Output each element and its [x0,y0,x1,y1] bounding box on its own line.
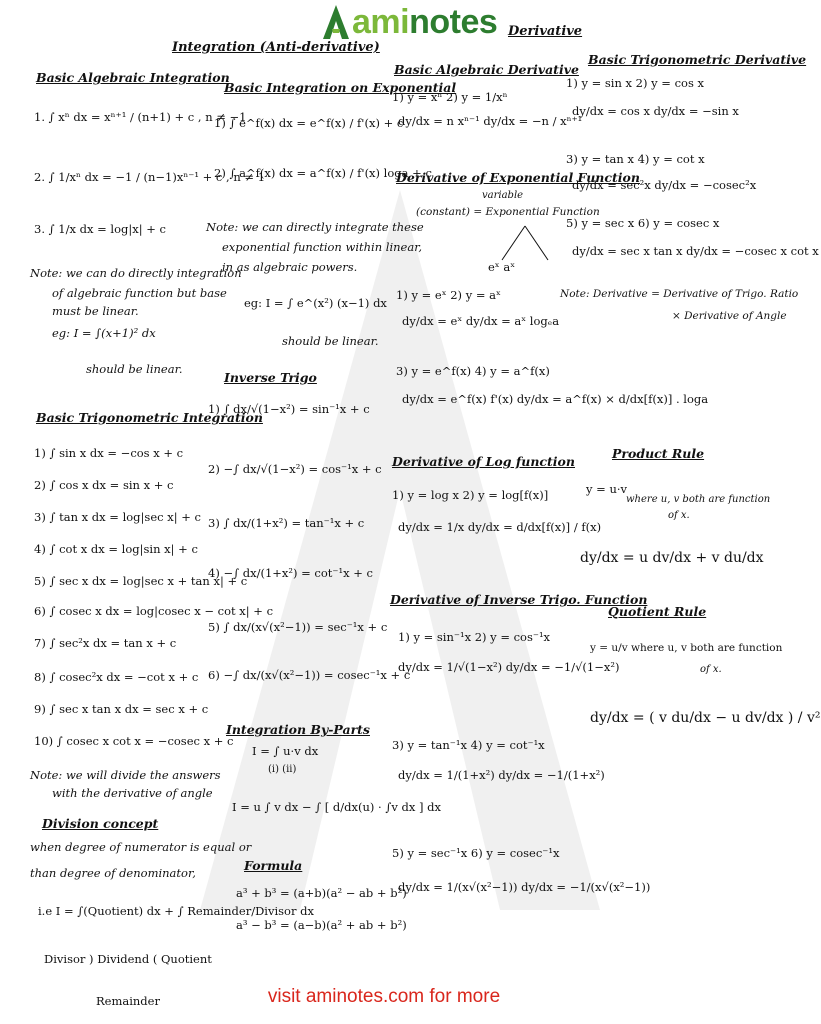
heading-derivative: Derivative [508,24,583,39]
exp-deriv-intro-2: eˣ aˣ [488,260,516,274]
heading-product-rule: Product Rule [612,446,705,461]
inv-deriv-5: dy/dx = 1/(x√(x²−1)) dy/dx = −1/(x√(x²−1)) [398,880,651,894]
exp-deriv-3: dy/dx = e^f(x) f'(x) dy/dx = a^f(x) × d/dx[f(x)] . loga [402,392,709,406]
division-2: i.e I = ∫(Quotient) dx + ∫ Remainder/Divisor dx [38,904,314,918]
formula-0: a³ + b³ = (a+b)(a² − ab + b²) [236,886,407,900]
heading-integration-by-parts: Integration By-Parts [226,722,370,737]
alg-note-3: eg: I = ∫(x+1)² dx [52,326,156,340]
log-deriv-1: dy/dx = 1/x dy/dx = d/dx[f(x)] / f(x) [398,520,602,534]
trig-int-9: 9) ∫ sec x tan x dx = sec x + c [34,702,209,716]
alg-deriv-0: 1) y = xⁿ 2) y = 1/xⁿ [392,90,508,104]
heading-basic-algebraic-integration: Basic Algebraic Integration [36,70,230,85]
division-3: Divisor ) Dividend ( Quotient [44,952,212,966]
quotient-0: y = u/v where u, v both are function [590,642,783,654]
heading-derivative-inverse-trigo: Derivative of Inverse Trigo. Function [390,592,648,607]
division-0: when degree of numerator is equal or [30,840,252,854]
product-0: y = u·v [586,482,628,496]
product-1: where u, v both are function [626,494,771,505]
heading-derivative-exponential: Derivative of Exponential Function [396,170,640,185]
exp-note-1: exponential function within linear, [222,240,423,254]
by-parts-1: (i) (ii) [268,764,297,775]
log-deriv-0: 1) y = log x 2) y = log[f(x)] [392,488,549,502]
trig-int-2: 2) ∫ cos x dx = sin x + c [34,478,174,492]
exp-deriv-intro-0: variable [482,190,524,201]
aminotes-logo [322,0,497,44]
alg-note-0: Note: we can do directly integration [30,266,242,280]
heading-basic-algebraic-derivative: Basic Algebraic Derivative [394,62,579,77]
exp-function-branches [490,224,560,264]
exp-int-2: 2) ∫ a^f(x) dx = a^f(x) / f'(x) loga + c [214,166,432,180]
logo-text-am: a [352,2,371,41]
trig-int-10: 10) ∫ cosec x cot x = −cosec x + c [34,734,234,748]
trig-int-7: 7) ∫ sec²x dx = tan x + c [34,636,177,650]
trig-note-1: with the derivative of angle [52,786,213,800]
alg-deriv-1: dy/dx = n xⁿ⁻¹ dy/dx = −n / xⁿ⁺¹ [398,114,583,128]
exp-deriv-1: dy/dx = eˣ dy/dx = aˣ logₑa [402,314,560,328]
alg-int-2: 2. ∫ 1/xⁿ dx = −1 / (n−1)xⁿ⁻¹ + c , n ≠ 1 [34,170,266,184]
alg-int-1: 1. ∫ xⁿ dx = xⁿ⁺¹ / (n+1) + c , n ≠ −1 [34,110,247,124]
exp-note-2: in as algebraic powers. [222,260,358,274]
logo-a-icon [322,3,350,41]
product-3: dy/dx = u dv/dx + v du/dx [580,550,764,566]
heading-quotient-rule: Quotient Rule [608,604,707,619]
trig-int-4: 4) ∫ cot x dx = log|sin x| + c [34,542,198,556]
trig-deriv-3: dy/dx = sec²x dy/dx = −cosec²x [572,178,757,192]
formula-1: a³ − b³ = (a−b)(a² + ab + b²) [236,918,407,932]
trig-int-6: 6) ∫ cosec x dx = log|cosec x − cot x| + c [34,604,274,618]
inv-int-5: 5) ∫ dx/(x√(x²−1)) = sec⁻¹x + c [208,620,388,634]
exp-int-1: 1) ∫ e^f(x) dx = e^f(x) / f'(x) + c [214,116,404,130]
inv-int-3: 3) ∫ dx/(1+x²) = tan⁻¹x + c [208,516,365,530]
exp-note-0: Note: we can directly integrate these [206,220,424,234]
inv-int-6: 6) −∫ dx/(x√(x²−1)) = cosec⁻¹x + c [208,668,411,682]
by-parts-0: I = ∫ u·v dx [252,744,319,758]
by-parts-2: I = u ∫ v dx − ∫ [ d/dx(u) · ∫v dx ] dx [232,800,441,814]
heading-basic-trig-derivative: Basic Trigonometric Derivative [588,52,807,67]
exp-note-4: should be linear. [282,334,379,348]
heading-basic-integration-exponential: Basic Integration on Exponential [224,80,457,95]
exp-deriv-0: 1) y = eˣ 2) y = aˣ [396,288,501,302]
trig-deriv-note-0: Note: Derivative = Derivative of Trigo. Ratio [560,288,799,300]
division-4: Remainder [96,994,160,1008]
trig-deriv-0: 1) y = sin x 2) y = cos x [566,76,704,90]
product-2: of x. [668,510,690,521]
inv-deriv-3: dy/dx = 1/(1+x²) dy/dx = −1/(1+x²) [398,768,605,782]
heading-derivative-log: Derivative of Log function [392,454,575,469]
trig-note-0: Note: we will divide the answers [30,768,221,782]
inv-deriv-1: dy/dx = 1/√(1−x²) dy/dx = −1/√(1−x²) [398,660,620,674]
heading-integration: Integration (Anti-derivative) [172,40,380,55]
heading-inverse-trigo: Inverse Trigo [224,370,317,385]
inv-deriv-2: 3) y = tan⁻¹x 4) y = cot⁻¹x [392,738,545,752]
heading-formula: Formula [244,858,303,873]
inv-int-1: 1) ∫ dx/√(1−x²) = sin⁻¹x + c [208,402,370,416]
alg-int-3: 3. ∫ 1/x dx = log|x| + c [34,222,166,236]
quotient-2: dy/dx = ( v du/dx − u dv/dx ) / v² [590,710,821,726]
trig-int-1: 1) ∫ sin x dx = −cos x + c [34,446,184,460]
trig-deriv-4: 5) y = sec x 6) y = cosec x [566,216,720,230]
trig-int-5: 5) ∫ sec x dx = log|sec x + tan x| + c [34,574,248,588]
heading-basic-trig-integration: Basic Trigonometric Integration [36,410,263,425]
footer-link[interactable]: visit aminotes.com for more [267,986,501,1007]
trig-deriv-2: 3) y = tan x 4) y = cot x [566,152,705,166]
quotient-1: of x. [700,664,722,675]
inv-deriv-0: 1) y = sin⁻¹x 2) y = cos⁻¹x [398,630,551,644]
trig-deriv-note-1: × Derivative of Angle [672,310,787,322]
division-1: than degree of denominator, [30,866,196,880]
exp-deriv-intro-1: (constant) = Exponential Function [416,206,600,218]
logo-text-notes: notes [409,2,498,41]
exp-deriv-2: 3) y = e^f(x) 4) y = a^f(x) [396,364,550,378]
alg-note-2: must be linear. [52,304,139,318]
inv-int-2: 2) −∫ dx/√(1−x²) = cos⁻¹x + c [208,462,382,476]
inv-int-4: 4) −∫ dx/(1+x²) = cot⁻¹x + c [208,566,373,580]
inv-deriv-4: 5) y = sec⁻¹x 6) y = cosec⁻¹x [392,846,560,860]
trig-int-3: 3) ∫ tan x dx = log|sec x| + c [34,510,201,524]
logo-text-mi: mi [370,2,410,41]
alg-note-1: of algebraic function but base [52,286,227,300]
alg-note-4: should be linear. [86,362,183,376]
trig-deriv-1: dy/dx = cos x dy/dx = −sin x [572,104,739,118]
trig-int-8: 8) ∫ cosec²x dx = −cot x + c [34,670,199,684]
exp-note-3: eg: I = ∫ e^(x²) (x−1) dx [244,296,387,310]
heading-division-concept: Division concept [42,816,159,831]
trig-deriv-5: dy/dx = sec x tan x dy/dx = −cosec x cot x [572,244,819,258]
